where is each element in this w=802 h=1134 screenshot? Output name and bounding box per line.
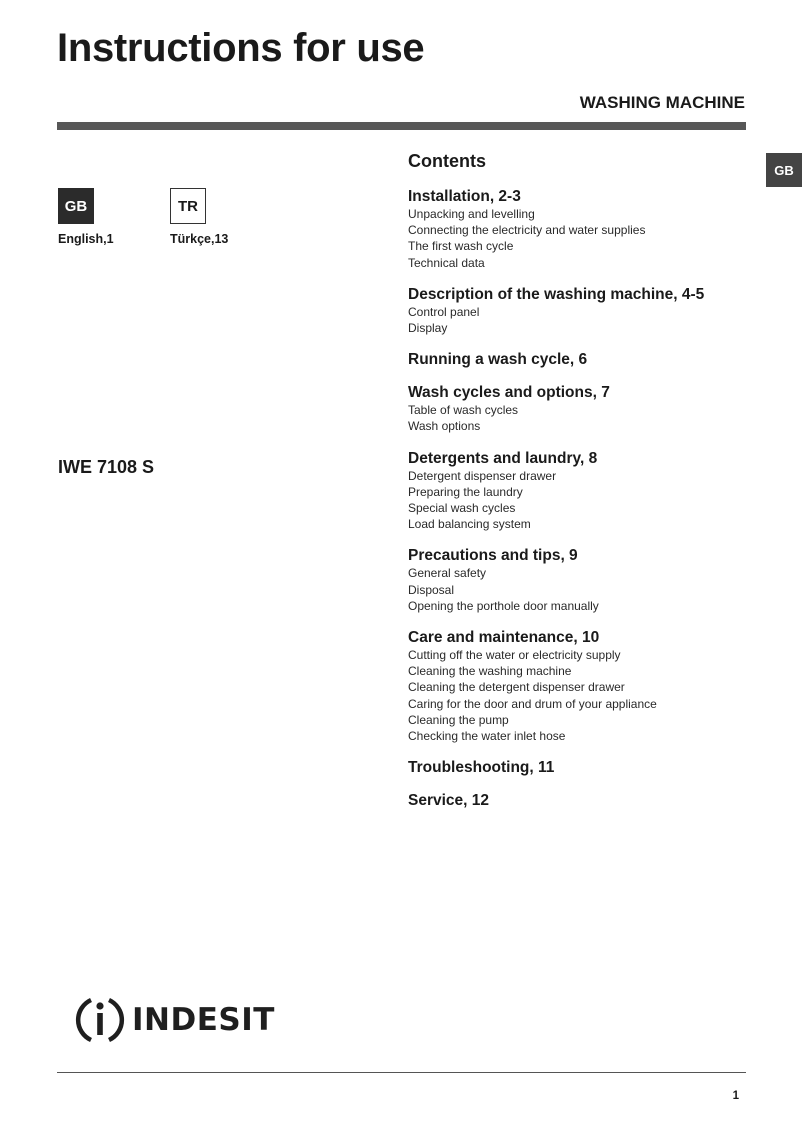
toc-item: Disposal [408,582,455,597]
product-type: WASHING MACHINE [579,93,745,112]
language-code-tr: TR [170,188,206,224]
footer-divider [57,1072,746,1073]
indesit-logo-icon [74,994,126,1046]
page-number: 1 [732,1090,739,1102]
language-side-tab: GB [766,153,802,187]
document-title: Instructions for use [57,26,425,70]
toc-section-title: Care and maintenance, 10 [408,629,600,647]
toc-item: Cleaning the pump [408,712,509,727]
toc-item: Opening the porthole door manually [408,598,599,613]
toc-section [408,350,768,369]
toc-item: Checking the water inlet hose [408,729,566,744]
brand-name: INDESIT [132,1002,275,1038]
toc-section-title: Service, 12 [408,792,490,810]
table-of-contents [408,187,768,824]
toc-section [408,285,768,336]
toc-section-title: Detergents and laundry, 8 [408,449,598,467]
toc-section [408,187,768,271]
contents-heading: Contents [408,151,486,171]
toc-section [408,628,768,744]
toc-item: Cleaning the detergent dispenser drawer [408,680,625,695]
toc-section-title: Installation, 2-3 [408,188,521,205]
language-label-gb: English,1 [58,232,114,246]
header-divider [57,122,746,130]
toc-item: Table of wash cycles [408,403,519,418]
toc-section [408,449,768,533]
toc-section [408,791,768,810]
toc-section-title: Wash cycles and options, 7 [408,384,610,402]
toc-section [408,758,768,777]
toc-item: Detergent dispenser drawer [408,468,557,483]
toc-item: Cleaning the washing machine [408,664,572,679]
toc-section-title: Description of the washing machine, 4-5 [408,285,705,303]
toc-item: General safety [408,566,487,581]
toc-item: The first wash cycle [408,239,514,254]
toc-item: Connecting the electricity and water supplies [408,223,646,238]
toc-item: Special wash cycles [408,501,516,516]
toc-item: Load balancing system [408,517,531,532]
toc-item: Preparing the laundry [408,484,523,499]
toc-section-title: Troubleshooting, 11 [408,759,555,777]
toc-item: Unpacking and levelling [408,207,535,221]
toc-item: Control panel [408,304,480,319]
toc-item: Wash options [408,419,481,434]
brand-logo [74,994,275,1046]
language-gb [58,188,114,246]
model-number: IWE 7108 S [58,457,155,477]
toc-item: Caring for the door and drum of your appliance [408,696,657,711]
toc-section-title: Precautions and tips, 9 [408,547,578,565]
language-tr [170,188,228,246]
toc-item: Cutting off the water or electricity supply [408,648,621,663]
language-label-tr: Türkçe,13 [170,232,229,246]
toc-section [408,383,768,434]
toc-section [408,546,768,614]
toc-item: Technical data [408,255,485,270]
language-code-gb: GB [58,188,94,224]
toc-item: Display [408,321,448,336]
toc-section-title: Running a wash cycle, 6 [408,351,588,369]
